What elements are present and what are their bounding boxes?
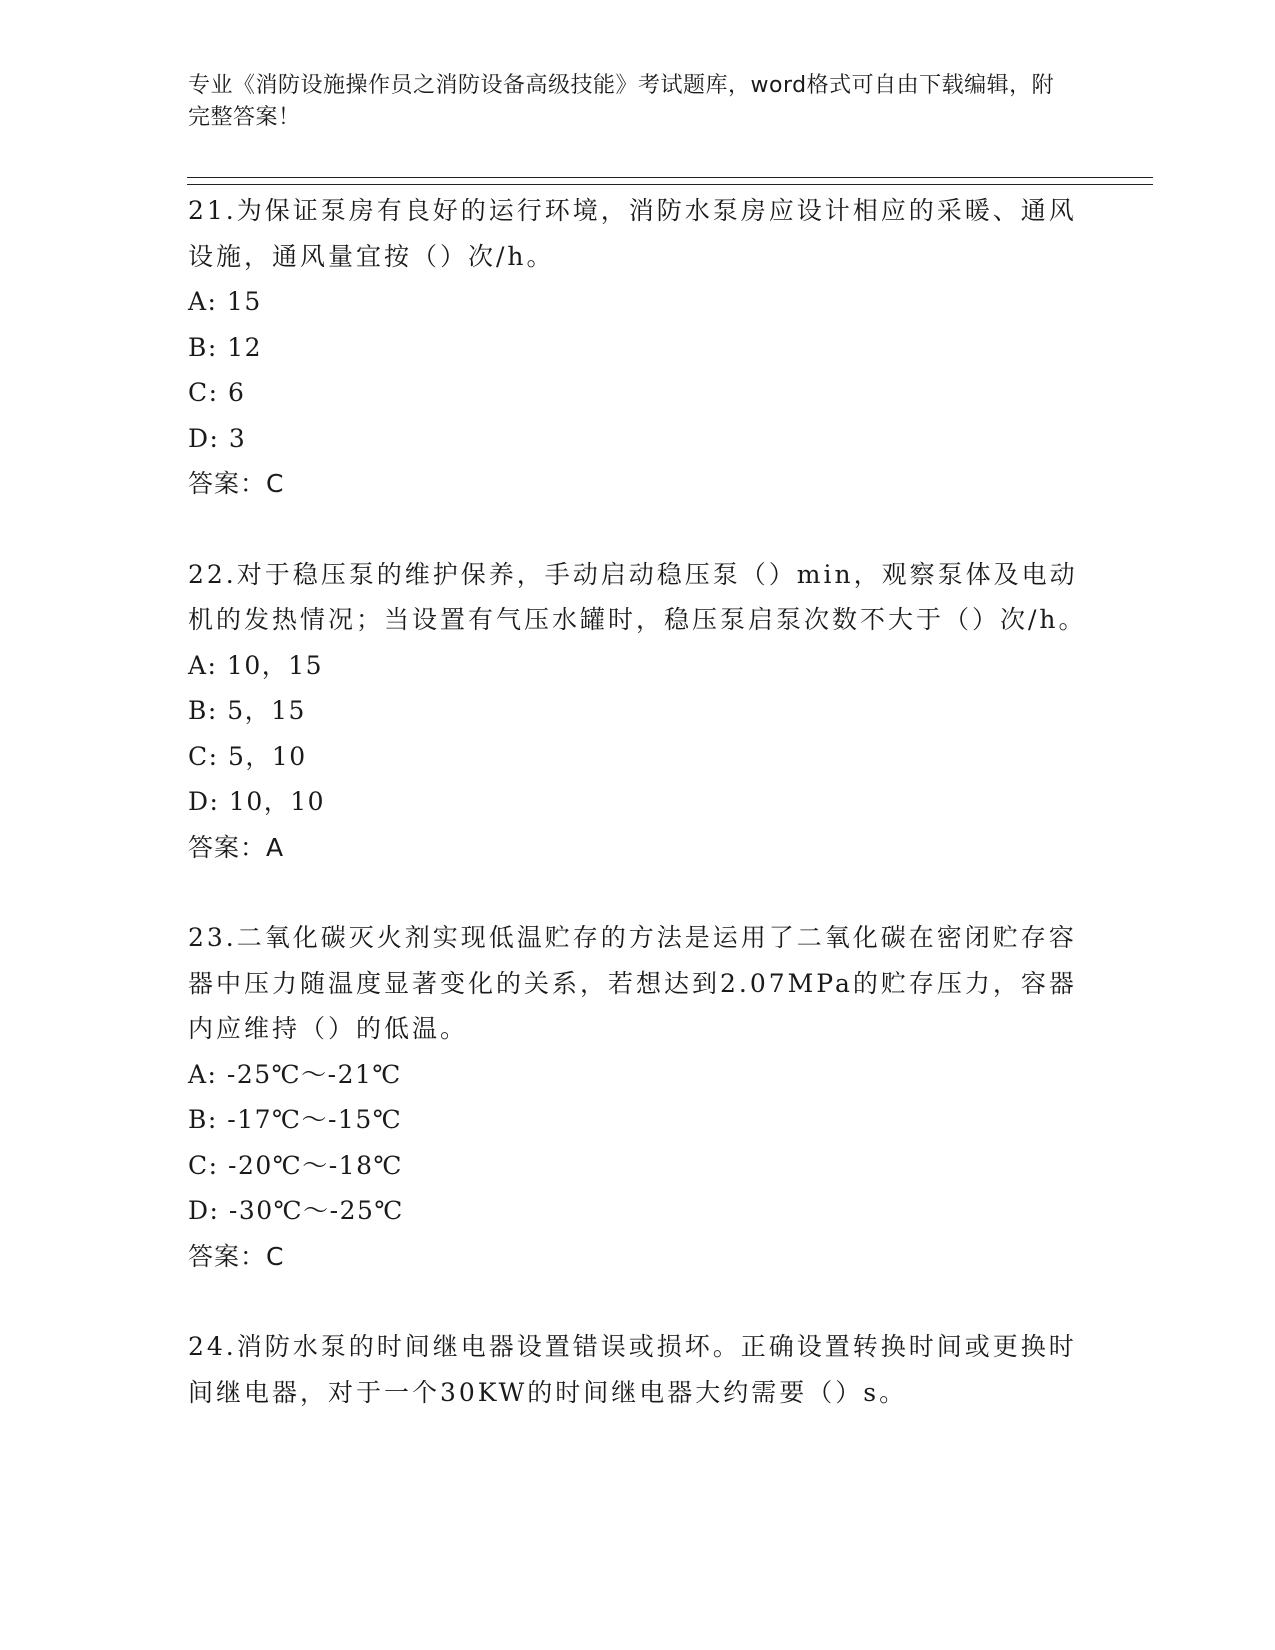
header-divider-bottom [187,184,1153,185]
question-21 [188,188,1088,507]
question-22 [188,552,1088,871]
answer: 答案：C [188,1241,285,1271]
question-24 [188,1324,1088,1415]
option-a: A: 10，15 [188,650,324,680]
question-stem: 24.消防水泵的时间继电器设置错误或损坏。正确设置转换时间或更换时间继电器，对于一个30KW的时间继电器大约需要（）s。 [188,1332,1077,1407]
answer: 答案：C [188,469,285,498]
option-c: C: 5，10 [188,741,307,771]
question-23 [188,915,1088,1279]
header-divider-top [187,177,1153,178]
question-list [188,188,1088,1415]
question-stem: 23.二氧化碳灭火剂实现低温贮存的方法是运用了二氧化碳在密闭贮存容器中压力随温度显著变化的关系，若想达到2.07MPa的贮存压力，容器内应维持（）的低温。 [188,923,1077,1043]
document-intro: 专业《消防设施操作员之消防设备高级技能》考试题库，word格式可自由下载编辑，附完整答案！ [188,73,1055,130]
spacer [188,507,1088,552]
option-b: B: 5，15 [188,696,306,725]
option-c: C: 6 [188,378,246,407]
spacer [188,1279,1088,1324]
option-b: B: 12 [188,332,263,362]
question-stem: 21.为保证泵房有良好的运行环境，消防水泵房应设计相应的采暖、通风设施，通风量宜按（）次/h。 [188,196,1077,271]
option-c: C: -20℃～-18℃ [188,1150,403,1180]
spacer [188,870,1088,915]
option-d: D: 10，10 [188,787,326,816]
option-a: A: -25℃～-21℃ [188,1059,402,1089]
answer: 答案：A [188,832,285,862]
option-b: B: -17℃～-15℃ [188,1105,403,1134]
option-d: D: 3 [188,423,247,453]
option-d: D: -30℃～-25℃ [188,1196,404,1225]
question-stem: 22.对于稳压泵的维护保养，手动启动稳压泵（）min，观察泵体及电动机的发热情况；当设置有气压水罐时，稳压泵启泵次数不大于（）次/h。 [188,559,1087,634]
option-a: A: 15 [188,287,262,316]
